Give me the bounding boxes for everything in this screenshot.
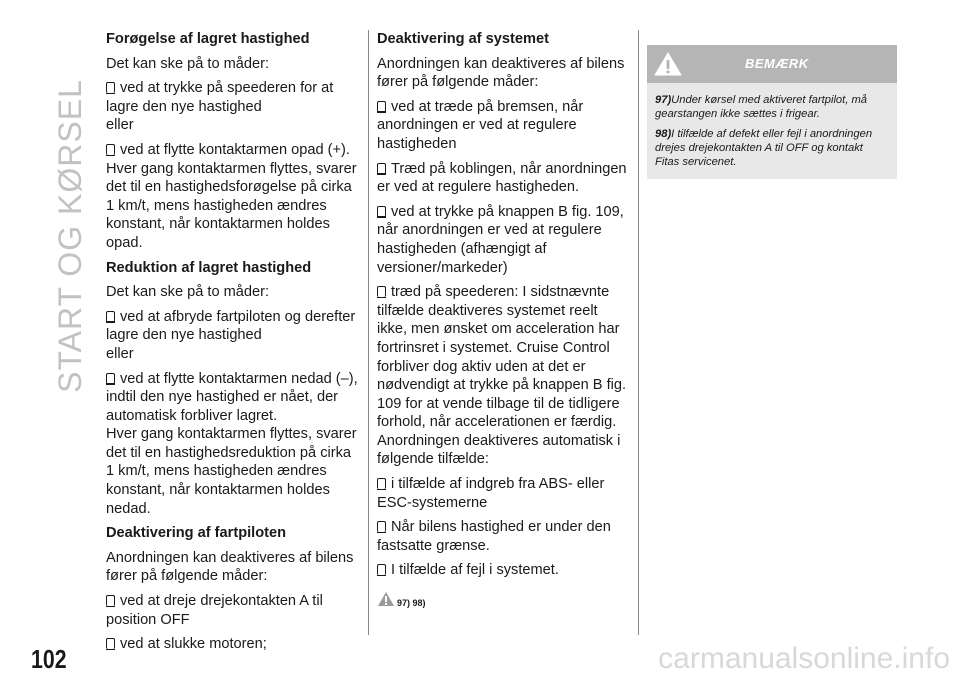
list-item-text: ved at træde på bremsen, når anordningen er ved at regulere hastigheden [377,98,584,152]
note-text: Under kørsel med aktiveret fartpilot, må gearstangen ikke sættes i frigear. [655,94,868,120]
paragraph: Det kan ske på to måder: [106,284,270,301]
list-item [377,518,629,555]
list-item-text: træd på speederen: I sidstnævnte tilfælde deaktiveres systemet reelt ikke, men ønsket om acceleration har fortrinsret i systemet. Cruise Control forbliver dog aktiv uden at det er nødvendigt at trykke på knappen B fig. 109 for at vende tilbage til de tidligere forhold, når accelerationen er færdig. [377,284,627,431]
note-box [647,45,897,179]
list-item-text: ved at slukke motoren; [120,636,267,653]
list-item-text: Træd på koblingen, når anordningen er ved at regulere hastigheden. [377,160,627,196]
bullet-box-icon [377,101,386,112]
list-item-text: ved at flytte kontaktarmen opad (+). [120,141,350,158]
list-item [106,141,360,253]
warning-icon [377,591,395,607]
note-item [655,93,889,121]
note-title: BEMÆRK [745,56,809,71]
list-item [106,635,360,654]
paragraph: Det kan ske på to måder: [106,55,270,72]
or-text: eller [106,117,134,134]
warning-references [377,586,629,613]
reference-numbers: 97) 98) [397,598,426,609]
bullet-box-icon [377,206,386,217]
paragraph: Anordningen deaktiveres automatisk i følgende tilfælde: [377,432,621,468]
bullet-box-icon [106,144,115,155]
bullet-box-icon [106,638,115,649]
list-item-text: ved at dreje drejekontakten A til position OFF [106,593,323,628]
column-divider [368,30,369,635]
bullet-box-icon [106,373,115,384]
bullet-box-icon [106,82,115,93]
bullet-box-icon [106,595,115,606]
list-item [106,592,360,629]
note-text: I tilfælde af defekt eller fejl i anordningen drejes drejekontakten A til OFF og kontakt Fitas servicenet. [655,128,873,168]
note-body [647,83,897,169]
list-item [377,98,629,154]
bullet-box-icon [377,521,386,532]
list-item [377,561,629,580]
column-divider [638,30,639,635]
list-item-text: ved at afbryde fartpiloten og derefter lagre den nye hastighed [106,308,356,344]
list-item [106,79,360,135]
note-number: 97) [655,94,672,106]
watermark: carmanualsonline.info [658,642,950,675]
list-item [106,370,360,519]
section-title: START OG KØRSEL [52,79,88,393]
paragraph: Anordningen kan deaktiveres af bilens fører på følgende måder: [377,55,625,91]
note-header [647,45,897,83]
heading-reduce-speed: Reduktion af lagret hastighed [106,259,312,276]
warning-icon [654,52,682,76]
note-number: 98) [655,128,672,140]
heading-increase-speed: Forøgelse af lagret hastighed [106,31,310,47]
note-item [655,127,889,169]
paragraph: Hver gang kontaktarmen flyttes, svarer det til en hastighedsreduktion på cirka 1 km/t, mens hastigheden ændres konstant, når kontaktarmen holdes nedad. [106,426,357,517]
list-item-text: I tilfælde af fejl i systemet. [391,562,559,579]
heading-deactivate-system: Deaktivering af systemet [377,31,549,47]
heading-deactivate-cruise: Deaktivering af fartpiloten [106,525,287,542]
bullet-box-icon [106,311,115,322]
column-left [106,30,360,660]
list-item-text: ved at flytte kontaktarmen nedad (–), indtil den nye hastighed er nået, der automatisk forbliver lagret. [106,370,358,424]
list-item [106,308,360,364]
list-item [377,160,629,197]
bullet-box-icon [377,286,386,297]
bullet-box-icon [377,163,386,174]
list-item-text: ved at trykke på knappen B fig. 109, når anordningen er ved at regulere hastigheden (afhængigt af versioner/markeder) [377,203,624,276]
bullet-box-icon [377,478,386,489]
list-item [377,203,629,277]
or-text: eller [106,345,134,362]
paragraph: Hver gang kontaktarmen flyttes, svarer det til en hastighedsforøgelse på cirka 1 km/t, mens hastigheden ændres konstant, når kontaktarmen holdes opad. [106,160,357,251]
paragraph: Anordningen kan deaktiveres af bilens fører på følgende måder: [106,549,354,585]
list-item [377,475,629,512]
column-middle [377,30,629,613]
list-item-text: Når bilens hastighed er under den fastsatte grænse. [377,519,611,554]
bullet-box-icon [377,564,386,575]
page-number: 102 [31,644,67,674]
list-item [377,283,629,432]
list-item-text: i tilfælde af indgreb fra ABS- eller ESC-systemerne [377,476,605,511]
list-item-text: ved at trykke på speederen for at lagre den nye hastighed [106,80,334,115]
